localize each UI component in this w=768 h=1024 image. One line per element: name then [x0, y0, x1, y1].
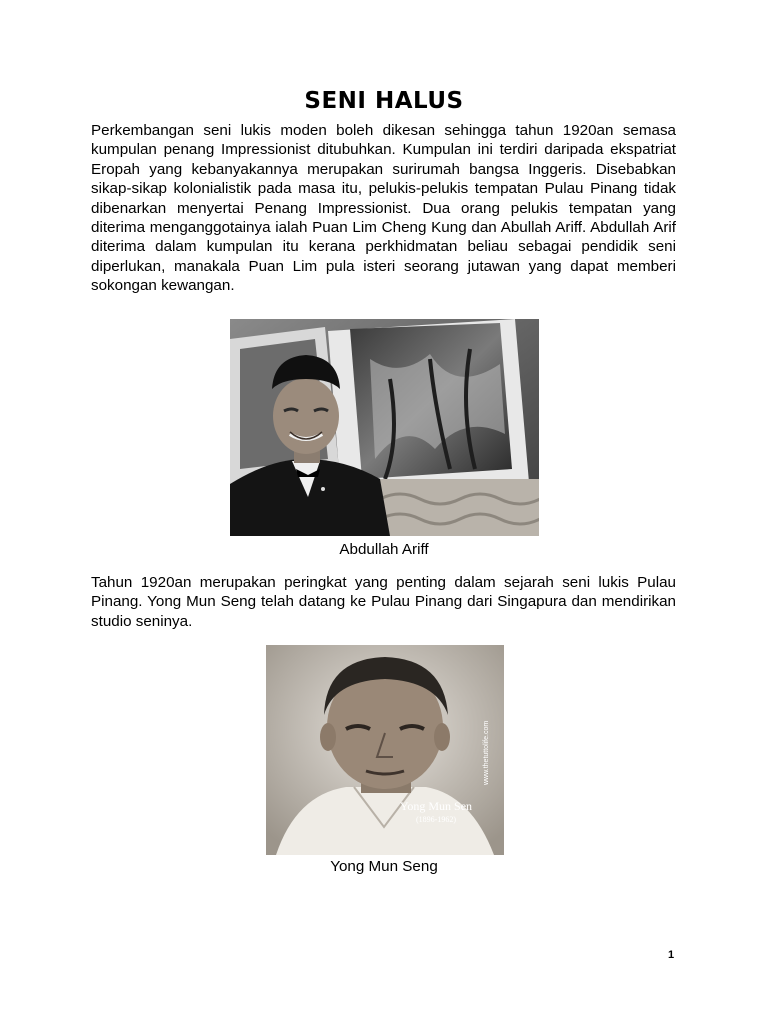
photo-watermark: www.thetuttolife.com [483, 720, 490, 785]
page-number: 1 [668, 949, 675, 961]
photo-abdullah-ariff [230, 319, 539, 536]
photo-yong-mun-seng [266, 645, 504, 855]
photo-overlay-years: (1896-1962) [416, 815, 456, 824]
paragraph-yong-mun-seng: Tahun 1920an merupakan peringkat yang penting dalam sejarah seni lukis Pulau Pinang. Yong Mun Seng telah datang ke Pulau Pinang dari Singapura dan mendirikan studio seninya. [91, 574, 676, 630]
photo-yong-mun-seng-image [266, 645, 504, 855]
photo-abdullah-ariff-caption: Abdullah Ariff [339, 541, 429, 558]
photo-abdullah-ariff-image [230, 319, 539, 536]
paragraph-intro: Perkembangan seni lukis moden boleh dikesan sehingga tahun 1920an semasa kumpulan penang Impressionist ditubuhkan. Kumpulan ini terdiri daripada ekspatriat Eropah yang kebanyakannya merupakan surirumah bangsa Inggeris. Disebabkan sikap-sikap kolonialistik pada masa itu, pelukis-pelukis tempatan Pulau Pinang tidak dibenarkan menyertai Penang Impressionist. Dua orang pelukis tempatan yang diterima menganggotainya ialah Puan Lim Cheng Kung dan Abullah Ariff. Abdullah Arif diterima dalam kumpulan itu kerana perkhidmatan beliau sebagai pendidik seni diperlukan, manakala Puan Lim pula isteri seorang jutawan yang dapat memberi sokongan kewangan. [91, 122, 676, 295]
photo-overlay-name: Yong Mun Sen [399, 799, 473, 813]
page-title: SENI HALUS [304, 88, 464, 114]
photo-yong-mun-seng-caption: Yong Mun Seng [330, 858, 438, 875]
